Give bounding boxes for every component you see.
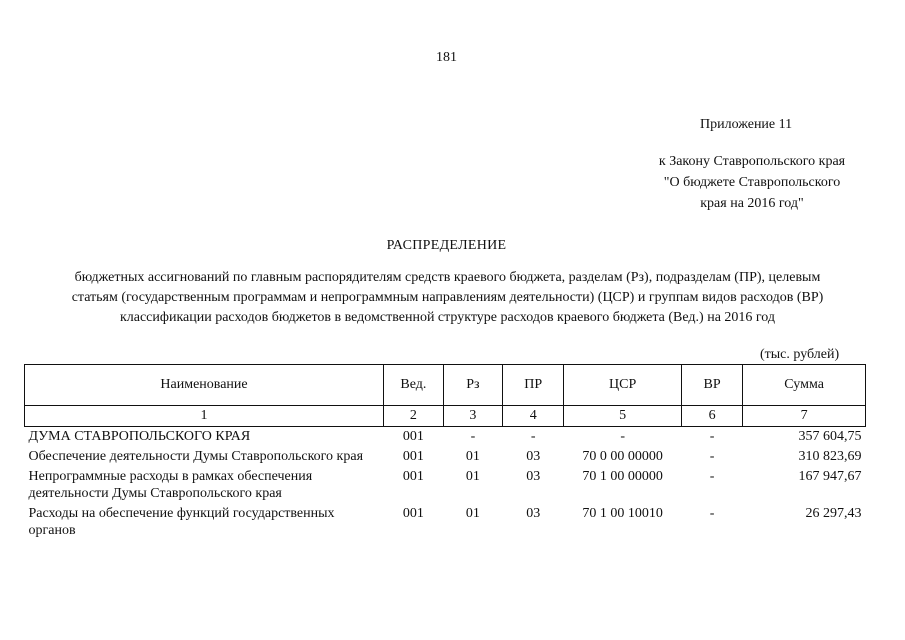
page-number: 181 — [436, 50, 457, 65]
column-number-row — [25, 406, 866, 427]
subtitle-line-1: бюджетных ассигнований по главным распорядителям средств краевого бюджета, разделам (Рз), подразделам (ПР), целевым — [74, 270, 821, 285]
column-number: 7 — [743, 406, 866, 427]
cell-sum: 26 297,43 — [805, 506, 862, 521]
cell-rz: - — [470, 429, 476, 444]
cell-rz: 01 — [465, 506, 480, 521]
header-pr: ПР — [503, 365, 564, 406]
budget-table — [24, 364, 866, 541]
column-number: 4 — [503, 406, 564, 427]
cell-vr: - — [709, 469, 715, 484]
cell-name: Непрограммные расходы в рамках обеспечения деятельности Думы Ставропольского края — [28, 469, 313, 501]
column-number: 2 — [384, 406, 444, 427]
header-csr: ЦСР — [564, 365, 682, 406]
cell-rz: 01 — [465, 469, 480, 484]
cell-csr: 70 0 00 00000 — [582, 449, 663, 464]
document-subtitle — [20, 268, 875, 328]
cell-name: ДУМА СТАВРОПОЛЬСКОГО КРАЯ — [28, 429, 251, 444]
cell-csr: 70 1 00 00000 — [582, 469, 663, 484]
law-reference-line-3: края на 2016 год" — [700, 196, 804, 211]
header-vr: ВР — [681, 365, 742, 406]
table-row — [25, 504, 866, 541]
column-number: 5 — [564, 406, 682, 427]
table-row — [25, 447, 866, 467]
cell-vr: - — [709, 449, 715, 464]
table-row — [25, 427, 866, 448]
law-reference-line-1: к Закону Ставропольского края — [658, 154, 846, 169]
cell-ved: 001 — [402, 469, 424, 484]
document-title: РАСПРЕДЕЛЕНИЕ — [386, 238, 507, 253]
cell-vr: - — [709, 429, 715, 444]
cell-rz: 01 — [465, 449, 480, 464]
header-rz: Рз — [443, 365, 502, 406]
cell-sum: 310 823,69 — [798, 449, 862, 464]
subtitle-line-3: классификации расходов бюджетов в ведомственной структуре расходов краевого бюджета (Вед.) на 2016 год — [119, 310, 776, 325]
cell-csr: 70 1 00 10010 — [582, 506, 663, 521]
cell-pr: - — [530, 429, 536, 444]
cell-sum: 167 947,67 — [798, 469, 862, 484]
law-reference-line-2: "О бюджете Ставропольского — [663, 175, 841, 190]
cell-ved: 001 — [402, 429, 424, 444]
units-label: (тыс. рублей) — [760, 347, 840, 362]
cell-pr: 03 — [526, 506, 541, 521]
column-number: 3 — [443, 406, 502, 427]
cell-sum: 357 604,75 — [798, 429, 862, 444]
cell-name: Расходы на обеспечение функций государственных органов — [28, 506, 335, 538]
table-row — [25, 467, 866, 504]
cell-name: Обеспечение деятельности Думы Ставропольского края — [28, 449, 364, 464]
cell-pr: 03 — [526, 469, 541, 484]
header-ved: Вед. — [384, 365, 444, 406]
cell-csr: - — [620, 429, 625, 444]
subtitle-line-2: статьям (государственным программам и непрограммным направлениям деятельности) (ЦСР) и группам видов расходов (ВР) — [71, 290, 824, 305]
cell-vr: - — [709, 506, 715, 521]
cell-pr: 03 — [526, 449, 541, 464]
header-sum: Сумма — [743, 365, 866, 406]
table-header-row — [25, 365, 866, 406]
cell-ved: 001 — [402, 506, 424, 521]
column-number: 1 — [25, 406, 384, 427]
column-number: 6 — [681, 406, 742, 427]
appendix-label: Приложение 11 — [700, 117, 793, 132]
header-name: Наименование — [25, 365, 384, 406]
cell-ved: 001 — [402, 449, 424, 464]
